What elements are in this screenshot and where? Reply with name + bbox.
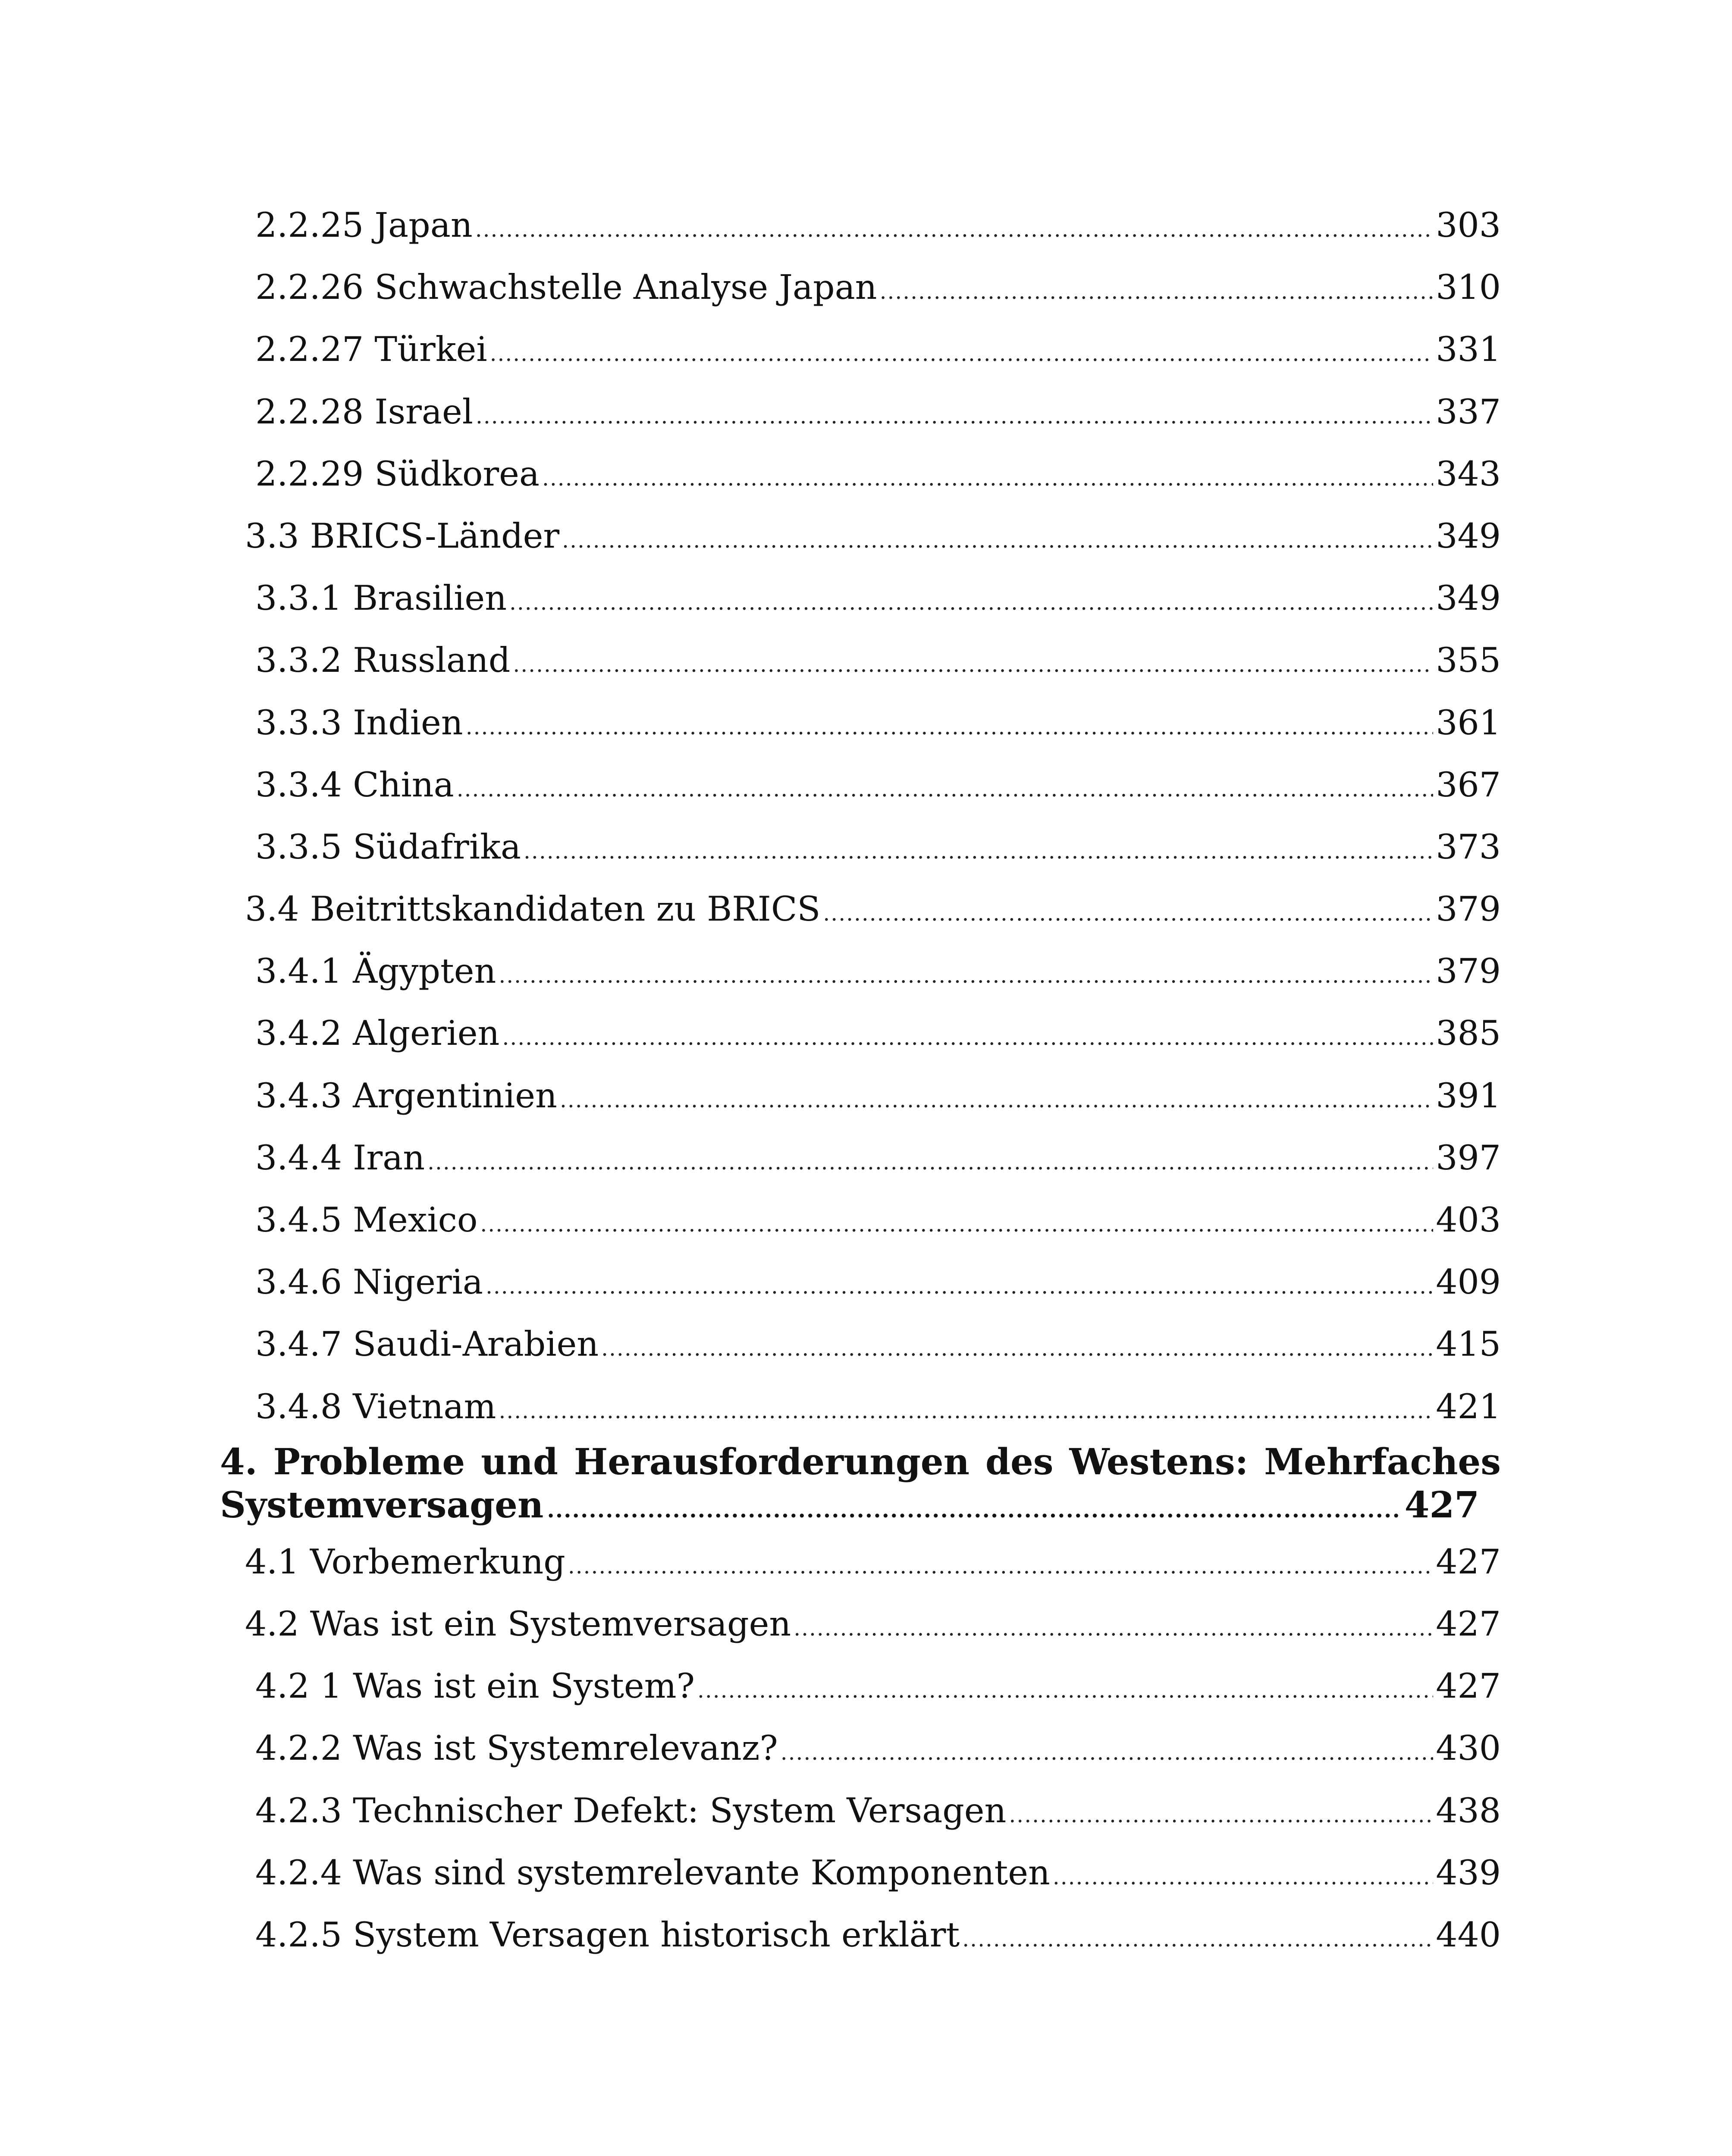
toc-entry[interactable] [220,1717,1501,1779]
dot-leader [601,1317,1433,1379]
toc-entry-page: 409 [1436,1262,1501,1302]
toc-entry-page: 385 [1436,1013,1501,1053]
toc-entry-page: 438 [1436,1790,1501,1830]
dot-leader [502,1006,1433,1069]
toc-section-entry[interactable] [220,1531,1501,1593]
toc-entry-page: 337 [1436,392,1501,432]
toc-entry-page: 343 [1436,454,1501,494]
toc-entry[interactable] [220,1251,1501,1313]
toc-entry[interactable] [220,1842,1501,1904]
toc-entry[interactable] [220,1189,1501,1251]
toc-entry-label: 2.2.28 Israel [255,392,474,432]
toc-entry-page: 361 [1436,702,1501,743]
toc-entry-label: 4.2.3 Technischer Defekt: System Versagen [255,1790,1007,1830]
toc-section-entry[interactable] [220,505,1501,567]
toc-entry-label: 2.2.25 Japan [255,205,473,245]
dot-leader [560,1069,1433,1131]
toc-entry-page: 421 [1436,1386,1501,1426]
dot-leader [480,1193,1433,1255]
toc-entry-page: 391 [1436,1075,1501,1116]
toc-entry-label: 3.4.2 Algerien [255,1013,500,1053]
toc-entry-label: 4.2.5 System Versagen historisch erklärt [255,1915,960,1955]
toc-entry[interactable] [220,443,1501,505]
dot-leader [1053,1846,1433,1908]
toc-entry-page: 331 [1436,329,1501,370]
toc-entry[interactable] [220,629,1501,691]
chapter-page: 427 [1404,1483,1479,1526]
toc-entry-label: 3.3.1 Brasilien [255,578,507,618]
dot-leader [794,1597,1433,1659]
toc-entry[interactable] [220,381,1501,443]
dot-leader [781,1721,1434,1783]
toc-entry[interactable] [220,940,1501,1002]
dot-leader [486,1255,1433,1317]
toc-chapter-entry[interactable] [220,1438,1501,1531]
dot-leader [547,1489,1401,1532]
dot-leader [513,633,1433,696]
toc-entry[interactable] [220,318,1501,380]
toc-entry[interactable] [220,1127,1501,1189]
toc-entry[interactable] [220,1904,1501,1966]
chapter-word: 4. [220,1440,257,1483]
toc-entry-page: 355 [1436,640,1501,680]
toc-entry-page: 427 [1436,1604,1501,1644]
toc-entry-label: 3.3.4 China [255,765,454,805]
toc-entry[interactable] [220,692,1501,754]
dot-leader [524,820,1433,882]
toc-entry-page: 379 [1436,889,1501,929]
toc-entry-page: 379 [1436,951,1501,991]
toc-entry-page: 349 [1436,516,1501,556]
chapter-title-line [220,1440,1501,1483]
toc-entry[interactable] [220,1065,1501,1127]
toc-entry-label: 3.4.1 Ägypten [255,951,496,991]
toc-entry-label: 4.2 Was ist ein Systemversagen [245,1604,791,1644]
dot-leader [568,1535,1433,1597]
dot-leader [880,260,1434,323]
toc-entry-label: 2.2.27 Türkei [255,329,487,370]
toc-entry[interactable] [220,1780,1501,1842]
dot-leader [1009,1784,1433,1846]
dot-leader [490,323,1434,385]
toc-entry[interactable] [220,1002,1501,1064]
toc-entry-page: 349 [1436,578,1501,618]
dot-leader [823,882,1433,944]
toc-entry-label: 3.4.7 Saudi-Arabien [255,1324,599,1364]
toc-entry[interactable] [220,1313,1501,1375]
dot-leader [457,758,1434,820]
toc-entry-label: 3.3 BRICS-Länder [245,516,560,556]
toc-entry-page: 367 [1436,765,1501,805]
toc-entry-page: 403 [1436,1200,1501,1240]
toc-entry-page: 373 [1436,827,1501,867]
toc-entry-label: 3.3.2 Russland [255,640,511,680]
dot-leader [562,509,1433,571]
toc-entry-page: 427 [1436,1542,1501,1582]
chapter-title-end: Systemversagen [220,1483,544,1526]
toc-entry[interactable] [220,567,1501,629]
toc-entry-label: 4.2.4 Was sind systemrelevante Komponenten [255,1852,1050,1893]
chapter-word: des [985,1440,1054,1483]
toc-entry[interactable] [220,754,1501,816]
toc-section-entry[interactable] [220,1593,1501,1655]
toc-entry-page: 430 [1436,1728,1501,1768]
chapter-word: Probleme [273,1440,465,1483]
table-of-contents [220,194,1501,1966]
dot-leader [542,447,1433,509]
dot-leader [499,944,1433,1006]
toc-entry-page: 439 [1436,1852,1501,1893]
dot-leader [499,1380,1433,1442]
toc-entry[interactable] [220,1376,1501,1438]
toc-entry-page: 427 [1436,1666,1501,1706]
chapter-word: und [481,1440,558,1483]
toc-section-entry[interactable] [220,878,1501,940]
toc-entry-label: 3.4 Beitrittskandidaten zu BRICS [245,889,821,929]
dot-leader [466,696,1434,758]
toc-entry[interactable] [220,816,1501,878]
dot-leader [509,571,1433,633]
toc-entry-label: 4.2 1 Was ist ein System? [255,1666,695,1706]
toc-entry-page: 440 [1436,1915,1501,1955]
dot-leader [427,1131,1433,1193]
chapter-word: Westens: [1069,1440,1249,1483]
toc-entry[interactable] [220,1655,1501,1717]
toc-entry-page: 310 [1436,267,1501,307]
dot-leader [697,1659,1433,1721]
toc-entry-label: 3.3.5 Südafrika [255,827,521,867]
dot-leader [962,1908,1433,1970]
toc-entry-label: 2.2.26 Schwachstelle Analyse Japan [255,267,877,307]
toc-entry-label: 3.4.8 Vietnam [255,1386,496,1426]
chapter-title-line [220,1483,1479,1532]
toc-entry-label: 3.4.3 Argentinien [255,1075,557,1116]
dot-leader [476,385,1433,447]
chapter-word: Mehrfaches [1264,1440,1501,1483]
dot-leader [475,198,1434,260]
toc-entry[interactable] [220,194,1501,256]
toc-entry-page: 303 [1436,205,1501,245]
toc-entry-page: 415 [1436,1324,1501,1364]
toc-entry-page: 397 [1436,1138,1501,1178]
chapter-word: Herausforderungen [574,1440,970,1483]
toc-entry-label: 3.4.4 Iran [255,1138,425,1178]
toc-entry-label: 2.2.29 Südkorea [255,454,540,494]
toc-entry-label: 3.4.5 Mexico [255,1200,478,1240]
toc-entry[interactable] [220,256,1501,318]
toc-entry-label: 4.1 Vorbemerkung [245,1542,565,1582]
toc-entry-label: 3.4.6 Nigeria [255,1262,483,1302]
toc-entry-label: 4.2.2 Was ist Systemrelevanz? [255,1728,778,1768]
toc-entry-label: 3.3.3 Indien [255,702,463,743]
